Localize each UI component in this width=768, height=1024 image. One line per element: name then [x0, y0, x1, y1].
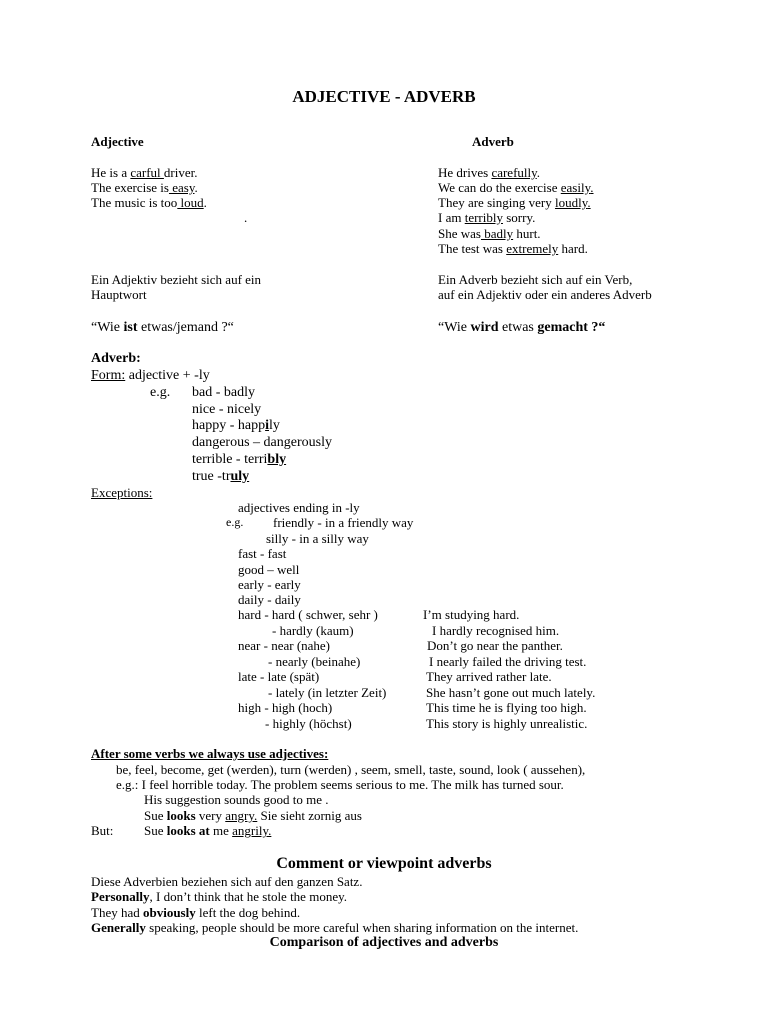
adverb-section-heading: Adverb:	[91, 351, 141, 366]
stray-dot: .	[244, 210, 248, 225]
adverb-form-example-4: dangerous – dangerously	[192, 435, 332, 450]
exceptions-label: Exceptions:	[91, 485, 153, 500]
exceptions-intro: adjectives ending in -ly	[238, 500, 360, 515]
exceptions-silly: silly - in a silly way	[266, 531, 369, 546]
exceptions-row-left-2: - hardly (kaum)	[272, 623, 354, 638]
verbs-sue-looks: Sue looks very angry. Sie sieht zornig aus	[144, 808, 362, 823]
adverb-example-6: The test was extremely hard.	[438, 241, 588, 256]
adverb-form-example-1: bad - badly	[192, 385, 255, 400]
comment-line-1: Diese Adverbien beziehen sich auf den ganzen Satz.	[91, 874, 363, 889]
verbs-heading: After some verbs we always use adjectives:	[91, 746, 329, 761]
exceptions-row-left-1: hard - hard ( schwer, sehr )	[238, 607, 378, 622]
verbs-but-label: But:	[91, 823, 114, 838]
exceptions-row-right-5: They arrived rather late.	[426, 669, 552, 684]
adverb-form-example-5: terrible - terribly	[192, 452, 287, 467]
exceptions-row-right-3: Don’t go near the panther.	[427, 638, 563, 653]
exceptions-pair-1: fast - fast	[238, 546, 287, 561]
comment-line-4: Generally speaking, people should be more careful when sharing information on the internet.	[91, 920, 579, 935]
comparison-heading: Comparison of adjectives and adverbs	[269, 935, 499, 950]
comment-line-3: They had obviously left the dog behind.	[91, 905, 301, 920]
exceptions-row-right-4: I nearly failed the driving test.	[429, 654, 587, 669]
exceptions-pair-2: good – well	[238, 562, 300, 577]
verbs-list: be, feel, become, get (werden), turn (werden) , seem, smell, taste, sound, look ( aussehen),	[116, 762, 586, 777]
exceptions-row-left-8: - highly (höchst)	[265, 716, 352, 731]
adverb-eg-label: e.g.	[150, 385, 171, 400]
adverb-example-5: She was badly hurt.	[438, 226, 541, 241]
adverb-question: “Wie wird etwas gemacht ?“	[438, 320, 606, 335]
exceptions-row-right-8: This story is highly unrealistic.	[426, 716, 588, 731]
adverb-form: Form: adjective + -ly	[91, 368, 210, 383]
exceptions-row-left-6: - lately (in letzter Zeit)	[268, 685, 387, 700]
adverb-form-example-6: true -truly	[192, 469, 250, 484]
adverb-form-example-2: nice - nicely	[192, 402, 262, 417]
adjective-desc-line-1: Ein Adjektiv bezieht sich auf ein	[91, 272, 262, 287]
exceptions-eg-label: e.g.	[226, 515, 244, 529]
adjective-header: Adjective	[91, 134, 144, 149]
exceptions-row-left-5: late - late (spät)	[238, 669, 320, 684]
adverb-example-2: We can do the exercise easily.	[438, 180, 594, 195]
adjective-desc-line-2: Hauptwort	[91, 287, 147, 302]
adverb-header: Adverb	[472, 134, 514, 149]
adjective-example-3: The music is too loud.	[91, 195, 207, 210]
exceptions-row-right-6: She hasn’t gone out much lately.	[426, 685, 596, 700]
exceptions-friendly: friendly - in a friendly way	[273, 515, 414, 530]
adjective-question: “Wie ist etwas/jemand ?“	[91, 320, 234, 335]
adjective-example-1: He is a carful driver.	[91, 165, 198, 180]
page-title: ADJECTIVE - ADVERB	[292, 87, 476, 106]
adjective-example-2: The exercise is easy.	[91, 180, 198, 195]
comment-heading: Comment or viewpoint adverbs	[276, 855, 492, 872]
exceptions-pair-4: daily - daily	[238, 592, 301, 607]
verbs-sue-looks-at: Sue looks at me angrily.	[144, 823, 272, 838]
exceptions-row-left-4: - nearly (beinahe)	[268, 654, 361, 669]
adverb-example-3: They are singing very loudly.	[438, 195, 591, 210]
verbs-eg-line: e.g.: I feel horrible today. The problem seems serious to me. The milk has turned sour.	[116, 777, 564, 792]
exceptions-row-right-7: This time he is flying too high.	[426, 700, 587, 715]
comment-line-2: Personally, I don’t think that he stole the money.	[91, 889, 347, 904]
exceptions-row-left-3: near - near (nahe)	[238, 638, 331, 653]
adverb-form-example-3: happy - happily	[192, 418, 280, 433]
adverb-desc-line-2: auf ein Adjektiv oder ein anderes Adverb	[438, 287, 652, 302]
adverb-example-4: I am terribly sorry.	[438, 210, 536, 225]
verbs-suggestion: His suggestion sounds good to me .	[144, 792, 329, 807]
adverb-example-1: He drives carefully.	[438, 165, 541, 180]
exceptions-row-right-2: I hardly recognised him.	[432, 623, 560, 638]
adverb-desc-line-1: Ein Adverb bezieht sich auf ein Verb,	[438, 272, 633, 287]
exceptions-row-right-1: I’m studying hard.	[423, 607, 520, 622]
exceptions-row-left-7: high - high (hoch)	[238, 700, 333, 715]
exceptions-pair-3: early - early	[238, 577, 301, 592]
